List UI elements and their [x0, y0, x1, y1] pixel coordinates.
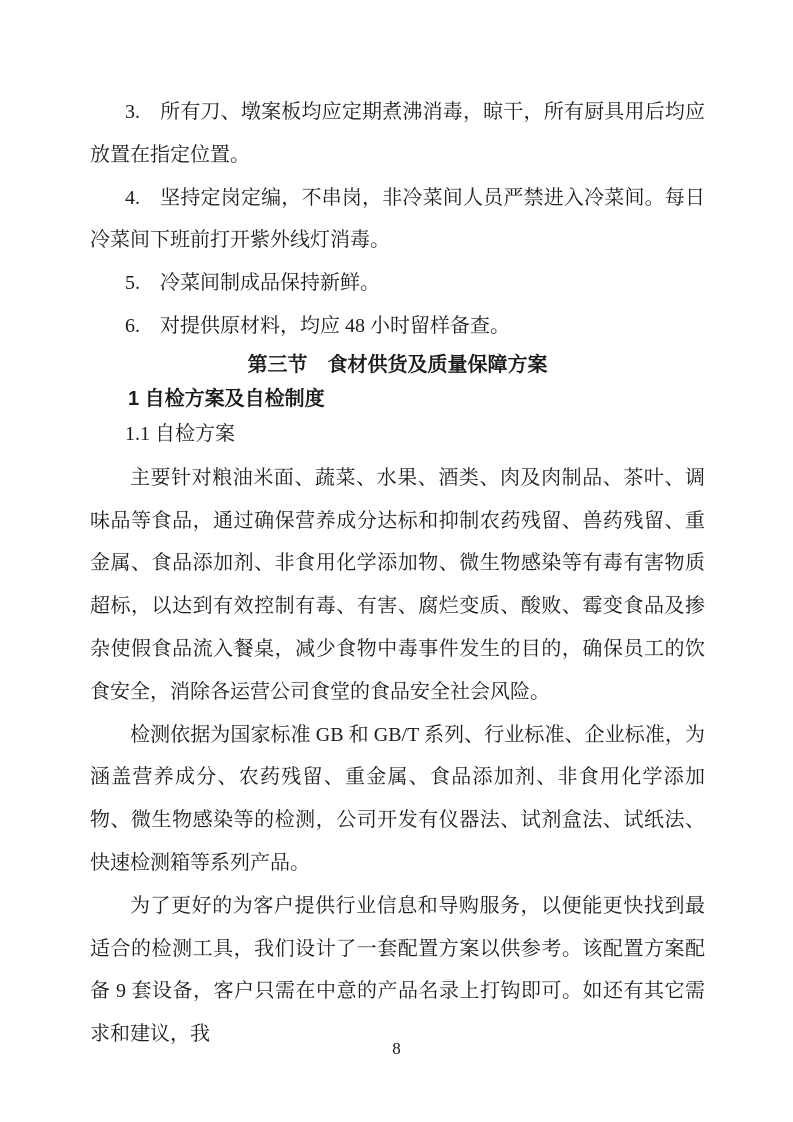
- list-item-number: 3.: [125, 101, 140, 123]
- list-item-text: 所有刀、墩案板均应定期煮沸消毒，晾干，所有厨具用后均应放置在指定位置。: [90, 101, 705, 166]
- heading-level-1: 1 自检方案及自检制度: [128, 387, 325, 410]
- list-item-number: 5.: [125, 272, 140, 295]
- list-item-text: 对提供原材料，均应 48 小时留样备查。: [160, 314, 510, 337]
- page-number: 8: [392, 1039, 401, 1058]
- list-item: [90, 177, 705, 263]
- list-item-text: 坚持定岗定编，不串岗，非冷菜间人员严禁进入冷菜间。每日冷菜间下班前打开紫外线灯消毒。: [90, 186, 705, 252]
- heading-level-2: 1.1 自检方案: [125, 422, 235, 445]
- paragraph: 检测依据为国家标准 GB 和 GB/T 系列、行业标准、企业标准，为涵盖营养成分、农药残留、重金属、食品添加剂、非食用化学添加物、微生物感染等的检测，公司开发有仪器法、试剂盒法、试纸法、快速检测箱等系列产品。: [90, 723, 705, 874]
- list-item: [90, 91, 705, 177]
- list-item-number: 4.: [125, 186, 140, 209]
- paragraph: 为了更好的为客户提供行业信息和导购服务，以便能更快找到最适合的检测工具，我们设计了一套配置方案以供参考。该配置方案配备 9 套设备，客户只需在中意的产品名录上打钩即可。如还有其它需求和建议，我: [90, 894, 705, 1046]
- list-item-text: 冷菜间制成品保持新鲜。: [160, 272, 380, 295]
- list-item: [90, 305, 705, 348]
- section-title: 第三节 食材供货及质量保障方案: [247, 353, 548, 376]
- paragraph: 主要针对粮油米面、蔬菜、水果、酒类、肉及肉制品、茶叶、调味品等食品，通过确保营养成分达标和抑制农药残留、兽药残留、重金属、食品添加剂、非食用化学添加物、微生物感染等有毒有害物质超标，以达到有效控制有毒、有害、腐烂变质、酸败、霉变食品及掺杂使假食品流入餐桌，减少食物中毒事件发生的目的，确保员工的饮食安全，消除各运营公司食堂的食品安全社会风险。: [90, 466, 705, 703]
- list-item: [90, 262, 705, 305]
- list-item-number: 6.: [125, 314, 140, 337]
